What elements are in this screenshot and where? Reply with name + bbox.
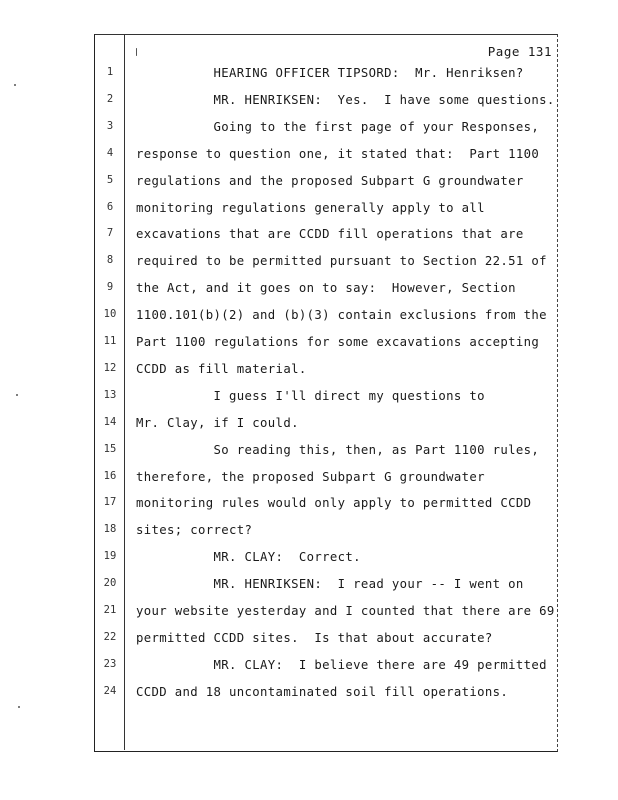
line-text: MR. CLAY: Correct.: [136, 550, 361, 565]
line-text: permitted CCDD sites. Is that about accurate?: [136, 630, 493, 645]
scan-speck: [18, 706, 20, 708]
transcript-line: [0, 389, 618, 416]
transcript-line: [0, 201, 618, 228]
scan-speck: [136, 48, 137, 56]
transcript-line: [0, 254, 618, 281]
line-text: I guess I'll direct my questions to: [136, 388, 485, 403]
line-text: required to be permitted pursuant to Section 22.51 of: [136, 254, 547, 269]
line-text: So reading this, then, as Part 1100 rules,: [136, 442, 540, 457]
transcript-line: [0, 362, 618, 389]
line-number: 6: [106, 200, 114, 213]
line-number: 14: [103, 415, 117, 428]
line-text: your website yesterday and I counted that there are 69: [136, 604, 555, 618]
line-text: MR. CLAY: I believe there are 49 permitted: [136, 657, 547, 672]
transcript-line: [0, 281, 618, 308]
page-number: Page 131: [487, 44, 552, 59]
transcript-line: [0, 416, 618, 443]
line-number: 1: [106, 66, 114, 78]
line-number: 12: [103, 361, 117, 374]
line-number: 13: [103, 388, 117, 401]
transcript-line: [0, 577, 618, 604]
line-number: 15: [103, 442, 117, 455]
transcript-line: [0, 496, 618, 523]
line-text: Mr. Clay, if I could.: [136, 415, 299, 430]
scan-speck: [16, 394, 18, 396]
transcript-line: [0, 93, 618, 120]
line-text: CCDD and 18 uncontaminated soil fill operations.: [136, 684, 509, 699]
line-text: regulations and the proposed Subpart G groundwater: [136, 173, 524, 188]
line-number: 3: [106, 119, 114, 132]
line-number: 17: [103, 496, 117, 509]
line-number: 8: [106, 254, 114, 267]
transcript-line: [0, 631, 618, 658]
line-text: Going to the first page of your Responses,: [136, 119, 540, 134]
line-number: 22: [103, 630, 117, 643]
line-number: 10: [103, 308, 117, 321]
line-text: therefore, the proposed Subpart G groundwater: [136, 469, 485, 484]
line-number: 11: [103, 335, 117, 347]
transcript-line: [0, 685, 618, 712]
line-text: Part 1100 regulations for some excavations accepting: [136, 335, 540, 349]
line-text: CCDD as fill material.: [136, 361, 307, 376]
line-text: monitoring rules would only apply to permitted CCDD: [136, 496, 532, 511]
transcript-line: [0, 550, 618, 577]
scan-speck: [14, 84, 16, 86]
transcript-line: [0, 308, 618, 335]
line-number: 4: [106, 146, 114, 159]
line-number: 2: [106, 92, 114, 105]
line-text: response to question one, it stated that: Part 1100: [136, 146, 540, 161]
line-number: 5: [106, 173, 114, 186]
line-number: 19: [103, 550, 117, 563]
line-number: 23: [103, 657, 117, 670]
transcript-line: [0, 604, 618, 631]
line-number: 21: [103, 604, 117, 616]
line-number: 7: [106, 227, 114, 240]
transcript-line: [0, 227, 618, 254]
line-number: 18: [103, 523, 117, 536]
line-number: 24: [103, 684, 117, 697]
line-text: HEARING OFFICER TIPSORD: Mr. Henriksen?: [136, 66, 524, 80]
transcript-line: [0, 443, 618, 470]
line-text: excavations that are CCDD fill operations that are: [136, 227, 524, 242]
transcript-line: [0, 147, 618, 174]
transcript-line: [0, 174, 618, 201]
transcript-line: [0, 470, 618, 497]
line-text: MR. HENRIKSEN: Yes. I have some questions.: [136, 92, 555, 107]
line-text: MR. HENRIKSEN: I read your -- I went on: [136, 577, 524, 592]
line-number: 20: [103, 577, 117, 590]
transcript-line: [0, 335, 618, 362]
line-text: sites; correct?: [136, 523, 253, 538]
transcript-line: [0, 66, 618, 93]
line-number: 16: [103, 469, 117, 482]
line-text: monitoring regulations generally apply to all: [136, 200, 485, 215]
line-number: 9: [106, 281, 114, 294]
line-text: 1100.101(b)(2) and (b)(3) contain exclusions from the: [136, 308, 547, 323]
transcript-line: [0, 658, 618, 685]
transcript-line: [0, 523, 618, 550]
transcript-line: [0, 120, 618, 147]
line-text: the Act, and it goes on to say: However, Section: [136, 281, 516, 296]
